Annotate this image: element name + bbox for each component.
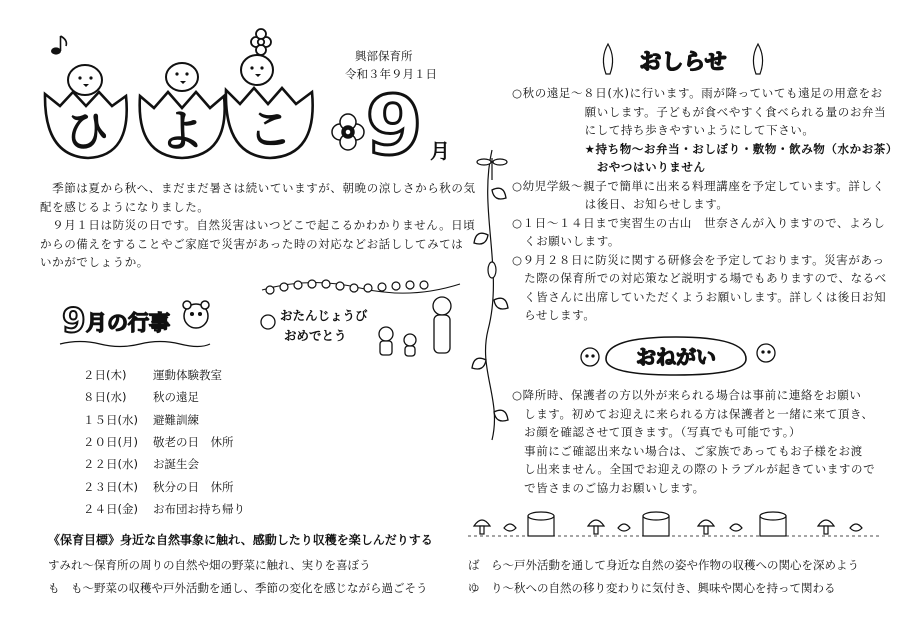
intro-line: からの備えをすることやご家庭で災害があった時の対応などお話ししてみては bbox=[40, 236, 464, 251]
goal-row-momo: も も～野菜の収穫や戸外活動を通し、季節の変化を感じながら過ごそう bbox=[48, 581, 428, 595]
event-date: １５日(水) bbox=[83, 412, 138, 427]
notice-line: ★持ち物～お弁当・おしぼり・敷物・飲み物（水かお茶） bbox=[512, 141, 899, 156]
bear-icon bbox=[183, 301, 209, 328]
event-name: 敬老の日 休所 bbox=[153, 435, 234, 450]
request-heading bbox=[576, 331, 776, 379]
events-heading bbox=[60, 292, 210, 350]
goal-heading: 《保育目標》身近な自然事象に触れ、感動したり収穫を楽しんだりする bbox=[48, 533, 433, 547]
intro-paragraph bbox=[40, 179, 476, 272]
event-name: お布団お持ち帰り bbox=[153, 501, 245, 516]
request-line: し出来ません。全国でお迎えの際のトラブルが起きていますので bbox=[512, 462, 876, 476]
notice-line: にして持ち歩きやすいようにして下さい。 bbox=[512, 123, 815, 137]
birthday-illustration bbox=[260, 278, 465, 360]
event-date: ２日(木) bbox=[83, 368, 127, 383]
goal-row-sumire: すみれ～保育所の周りの自然や畑の野菜に触れ、実りを喜ぼう bbox=[48, 558, 371, 572]
school-name: 興部保育所 bbox=[355, 49, 413, 63]
notice-line: ○幼児学級～親子で簡単に出来る料理講座を予定しています。詳しく bbox=[512, 178, 885, 193]
notice-line: ○９月２８日に防災に関する研修会を予定しております。災害があっ bbox=[512, 252, 885, 267]
notice-line: くお願いします。 bbox=[512, 234, 620, 248]
intro-line: 配を感じるようになりました。 bbox=[40, 199, 210, 214]
notice-line: ○１日～１４日まで実習生の古山 世奈さんが入りますので、よろし bbox=[512, 215, 886, 230]
event-row bbox=[83, 431, 245, 453]
birthday-line-2: おめでとう bbox=[284, 328, 347, 343]
intro-line: いかがでしょうか。 bbox=[40, 255, 149, 269]
music-note-icon bbox=[51, 36, 66, 55]
event-date: ２４日(金) bbox=[83, 501, 138, 516]
event-date: ８日(水) bbox=[83, 390, 127, 405]
month-number: 9 bbox=[365, 79, 423, 174]
event-name: 秋分の日 休所 bbox=[153, 479, 234, 494]
flower-icon bbox=[332, 114, 364, 150]
event-name: お誕生会 bbox=[153, 457, 199, 472]
event-name: 秋の遠足 bbox=[153, 390, 199, 405]
notice-heading-text: おしらせ bbox=[639, 50, 727, 75]
requests-body bbox=[512, 386, 875, 497]
notice-line: ○秋の遠足～８日(水)に行います。雨が降っていても遠足の用意をお bbox=[512, 86, 883, 100]
event-date: ２３日(木) bbox=[83, 479, 138, 494]
request-line: ○降所時、保護者の方以外が来られる場合は事前に連絡をお願い bbox=[512, 388, 862, 402]
event-row bbox=[83, 498, 245, 520]
birthday-line-1: おたんじょうび bbox=[280, 308, 368, 323]
event-row bbox=[83, 475, 245, 497]
request-heading-text: おねがい bbox=[636, 345, 716, 369]
notice-line: おやつはいりません bbox=[512, 160, 706, 174]
stump-icon bbox=[528, 512, 786, 536]
flower-garland bbox=[266, 280, 428, 294]
leaf-icon bbox=[504, 524, 862, 531]
event-row bbox=[83, 386, 245, 408]
notices-body bbox=[512, 84, 899, 325]
event-date: ２２日(水) bbox=[83, 457, 138, 472]
notice-line: らせします。 bbox=[512, 308, 596, 322]
notice-line: 願いします。子どもが食べやすく食べられる量のお弁当 bbox=[512, 104, 887, 119]
notice-line: く皆さんに出席していただくようお願いします。詳しくは後日お知 bbox=[512, 289, 887, 304]
event-row bbox=[83, 409, 245, 431]
goal-row-yuri: ゆ り～秋への自然の移り変わりに気付き、興味や関心を持って関わる bbox=[468, 581, 836, 595]
intro-line: ９月１日は防災の日です。自然災害はいつどこで起こるかわかりません。日頃 bbox=[40, 218, 476, 232]
request-line: で皆さまのご協力お願いします。 bbox=[512, 480, 705, 495]
events-list bbox=[83, 364, 245, 520]
title-letter-ko: こ bbox=[248, 104, 292, 155]
masthead-title-art bbox=[40, 38, 320, 160]
intro-line: 季節は夏から秋へ、まだまだ暑さは続いていますが、朝晩の涼しさから秋の気 bbox=[40, 181, 476, 195]
month-badge bbox=[322, 79, 452, 174]
mushroom-border-decoration bbox=[468, 504, 880, 542]
event-name: 運動体験教室 bbox=[153, 368, 222, 383]
title-letter-yo: よ bbox=[160, 106, 204, 157]
request-line: します。初めてお迎えに来られる方は保護者と一緒に来て頂き、 bbox=[512, 406, 874, 421]
child-icon bbox=[261, 297, 451, 356]
flower-icon bbox=[251, 29, 271, 55]
event-row bbox=[83, 364, 245, 386]
chick-icon bbox=[68, 55, 273, 95]
event-date: ２０日(月) bbox=[83, 435, 138, 450]
request-line: お顔を確認させて頂きます。（写真でも可能です。） bbox=[512, 425, 802, 439]
month-suffix: 月 bbox=[430, 139, 450, 163]
goal-row-bara: ば ら～戸外活動を通して身近な自然の姿や作物の収穫への関心を深めよう bbox=[468, 558, 859, 572]
event-name: 避難訓練 bbox=[153, 412, 199, 427]
event-row bbox=[83, 453, 245, 475]
request-line: 事前にご確認出来ない場合は、ご家族であってもお子様をお渡 bbox=[512, 443, 863, 458]
notice-line: は後日、お知らせします。 bbox=[512, 197, 729, 211]
events-heading-num: 9 bbox=[62, 301, 86, 341]
title-letter-hi: ひ bbox=[65, 106, 109, 157]
events-heading-text: 月の行事 bbox=[86, 311, 170, 335]
issue-date: 令和３年９月１日 bbox=[345, 67, 437, 81]
notice-heading bbox=[598, 40, 768, 82]
dragonfly-vine-decoration bbox=[474, 150, 510, 440]
notice-line: た際の保育所での対応策など説明する場でもありますので、なるべ bbox=[512, 271, 887, 285]
